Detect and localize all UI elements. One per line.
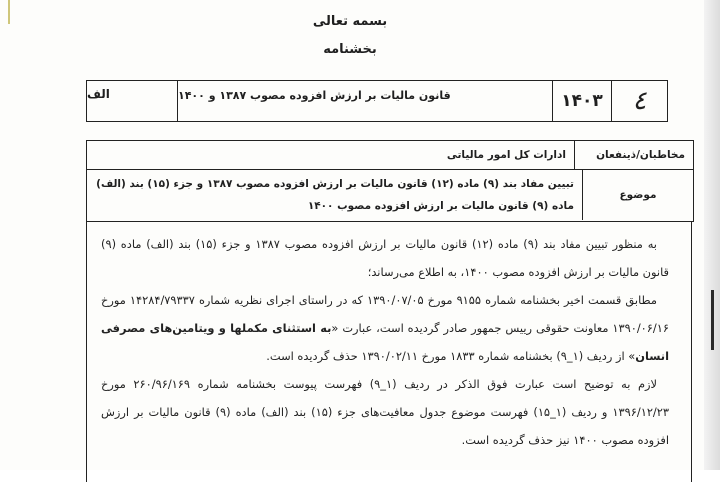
header-title: بخشنامه [323,42,377,57]
recipients-value: ادارات کل امور مالیاتی [446,149,566,161]
recipients-row [87,141,693,170]
subject-value: تبیین مفاد بند (۹) ماده (۱۲) قانون مالیات بر ارزش افزوده مصوب ۱۳۸۷ و جزء (۱۵) بند (الف) ماده (۹) قانون مالیات بر ارزش افزوده مصوب ۱۴۰۰ [96,178,574,212]
scan-right-edge [704,0,720,470]
handwritten-number: ٤ [611,81,667,121]
recipients-label: مخاطبان/ذینفعان [574,141,693,169]
body-paragraph-3: لازم به توضیح است عبارت فوق الذکر در ردیف (۱_۹) فهرست پیوست بخشنامه شماره ۲۶۰/۹۶/۱۶۹ مورخ ۱۳۹۶/۱۲/۲۳ و ردیف (۱_۱۵) فهرست موضوع جدول معافیت‌های جزء (۱۵) بند (الف) ماده (۹) قانون مالیات بر ارزش افزوده مصوب ۱۴۰۰ نیز حذف گردیده است. [101,377,670,447]
circular-number-box [86,80,668,122]
circular-year: ۱۴۰۳ [552,81,611,121]
circular-category: الف [87,87,110,101]
p2-text-end: » از ردیف (۱_۹) بخشنامه شماره ۱۸۳۳ مورخ ۱۳۹۰/۰۲/۱۱ حذف گردیده است. [266,349,636,363]
circular-law-title: قانون مالیات بر ارزش افزوده مصوب ۱۳۸۷ و ۱۴۰۰ [177,81,552,121]
header-basmala: بسمه تعالی [312,14,388,29]
p2-bold-phrase: به استثنای مکملها و ویتامین‌های مصرفی انسان [101,321,669,363]
info-table [86,140,694,222]
subject-row [87,170,693,220]
p2-text-start: مطابق قسمت اخیر بخشنامه شماره ۹۱۵۵ مورخ ۱۳۹۰/۰۷/۰۵ که در راستای اجرای نظریه شماره ۱۴۲۸۴/۷۹۳۳۷ مورخ ۱۳۹۰/۰۶/۱۶ معاونت حقوقی رییس جمهور صادر گردیده است، عبارت « [101,293,669,335]
body-paragraph-2 [101,286,669,370]
scan-edge-dark-mark [711,290,714,350]
subject-label: موضوع [582,170,693,220]
body-paragraph-1: به منظور تبیین مفاد بند (۹) ماده (۱۲) قانون مالیات بر ارزش افزوده مصوب ۱۳۸۷ و جزء (۱۵) بند (الف) ماده (۹) قانون مالیات بر ارزش افزوده مصوب ۱۴۰۰، به اطلاع می‌رساند؛ [101,237,669,279]
circular-body [86,222,692,482]
